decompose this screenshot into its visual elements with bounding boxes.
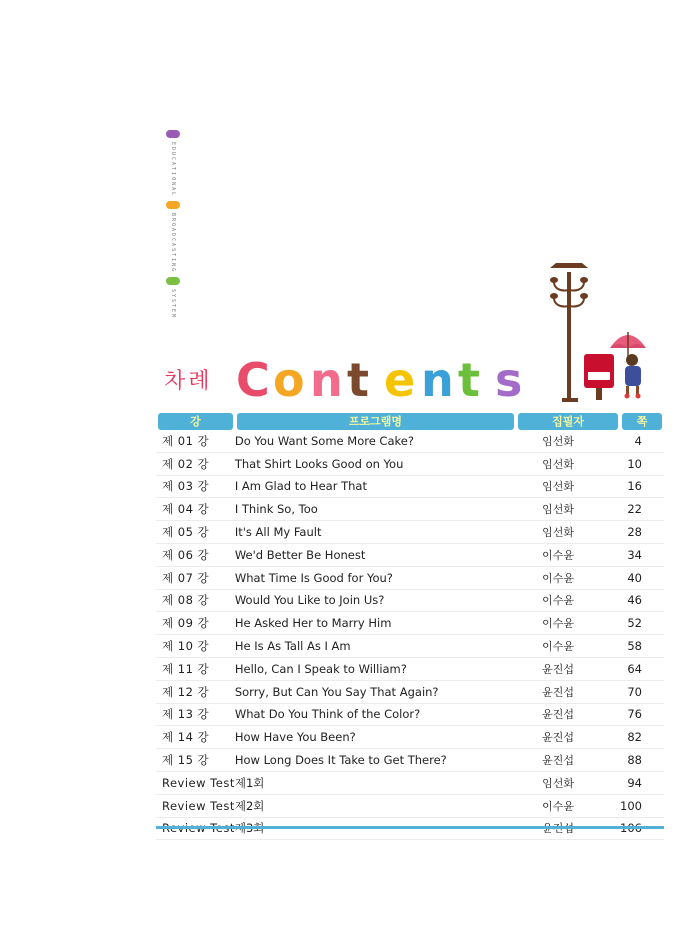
table-row: [156, 612, 664, 635]
korean-title: 차례: [164, 369, 213, 394]
table-body: [156, 430, 664, 840]
cell-page: 34: [627, 547, 642, 562]
contents-table: [156, 412, 664, 840]
table-row: [156, 635, 664, 658]
table-row: [156, 566, 664, 589]
cell-page: 16: [627, 479, 642, 494]
cell-author: 이수윤: [542, 571, 575, 585]
table-row: [156, 771, 664, 794]
cell-author: 임선화: [542, 526, 575, 540]
contents-letter: s: [495, 353, 523, 407]
cell-page: 10: [627, 456, 642, 471]
cell-page: 58: [627, 639, 642, 654]
cell-title: How Have You Been?: [234, 730, 356, 745]
cell-title: 제1회: [234, 775, 265, 790]
table-row: [156, 498, 664, 521]
cell-lecture: 제 14 강: [162, 730, 210, 745]
cell-author: 임선화: [542, 503, 575, 517]
cell-author: 이수윤: [542, 640, 575, 654]
lamp-post-illustration-icon: [540, 262, 650, 402]
cell-lecture: 제 12 강: [162, 684, 210, 699]
cell-author: 윤진섭: [542, 685, 575, 699]
table-row: [156, 703, 664, 726]
cell-author: 윤진섭: [542, 708, 575, 722]
cell-title: Do You Want Some More Cake?: [234, 433, 414, 448]
sidebar-word: SYSTEM: [170, 289, 176, 320]
cell-page: 22: [627, 502, 642, 517]
cell-lecture: 제 02 강: [162, 456, 210, 471]
cell-lecture: 제 08 강: [162, 593, 210, 608]
cell-title: What Do You Think of the Color?: [234, 707, 421, 722]
table-row: [156, 430, 664, 452]
cell-title: It's All My Fault: [234, 525, 322, 540]
cell-lecture: 제 13 강: [162, 707, 210, 722]
contents-letter: o: [273, 353, 305, 407]
table-bottom-rule: [156, 826, 664, 829]
contents-letter: n: [310, 353, 343, 407]
table-header-row: [156, 412, 664, 430]
header-program: 프로그램명: [235, 412, 516, 430]
table-row: [156, 726, 664, 749]
sidebar-pill-icon: [166, 277, 180, 285]
cell-page: 100: [620, 798, 642, 813]
header-lecture: 강: [156, 412, 235, 430]
cell-title: I Think So, Too: [234, 502, 318, 517]
cell-page: 82: [627, 730, 642, 745]
cell-lecture: 제 10 강: [162, 639, 210, 654]
cell-title: How Long Does It Take to Get There?: [234, 753, 447, 768]
table-row: [156, 521, 664, 544]
contents-letter: t: [458, 353, 480, 407]
cell-lecture: 제 05 강: [162, 525, 210, 540]
cell-author: 임선화: [542, 776, 575, 790]
cell-author: 이수윤: [542, 617, 575, 631]
cell-page: 28: [627, 525, 642, 540]
cell-author: 임선화: [542, 480, 575, 494]
sidebar-pill-icon: [166, 130, 180, 138]
header-page: 쪽: [620, 412, 664, 430]
cell-author: 임선화: [542, 457, 575, 471]
cell-page: 88: [627, 753, 642, 768]
cell-title: He Asked Her to Marry Him: [234, 616, 392, 631]
table-row: [156, 589, 664, 612]
sidebar-pill-icon: [166, 201, 180, 209]
cell-lecture: 제 07 강: [162, 570, 210, 585]
cell-title: Sorry, But Can You Say That Again?: [234, 684, 439, 699]
cell-page: 52: [627, 616, 642, 631]
cell-title: I Am Glad to Hear That: [234, 479, 367, 494]
contents-letter: n: [421, 353, 454, 407]
cell-lecture: 제 15 강: [162, 753, 210, 768]
cell-author: 이수윤: [542, 799, 575, 813]
cell-lecture: 제 04 강: [162, 502, 210, 517]
table-row: [156, 543, 664, 566]
sidebar-word: EDUCATIONAL: [170, 142, 176, 198]
cell-page: 4: [634, 433, 642, 448]
cell-lecture: 제 09 강: [162, 616, 210, 631]
cell-lecture: 제 06 강: [162, 547, 210, 562]
contents-title: [236, 352, 532, 408]
cell-title: What Time Is Good for You?: [234, 570, 393, 585]
cell-page: 94: [627, 775, 642, 790]
cell-page: 40: [627, 570, 642, 585]
cell-lecture: Review Test: [162, 775, 235, 790]
cell-title: 제2회: [234, 798, 265, 813]
header-author: 집필자: [516, 412, 620, 430]
side-strip: [166, 130, 180, 323]
cell-title: Hello, Can I Speak to William?: [234, 661, 407, 676]
cell-title: We'd Better Be Honest: [234, 547, 366, 562]
table-row: [156, 680, 664, 703]
cell-author: 윤진섭: [542, 662, 575, 676]
cell-author: 윤진섭: [542, 731, 575, 745]
cell-author: 이수윤: [542, 548, 575, 562]
cell-author: 윤진섭: [542, 754, 575, 768]
cell-lecture: Review Test: [162, 798, 235, 813]
cell-title: That Shirt Looks Good on You: [234, 456, 404, 471]
contents-letter: C: [236, 353, 270, 407]
contents-letter: t: [347, 353, 369, 407]
table-row: [156, 475, 664, 498]
cell-page: 64: [627, 661, 642, 676]
cell-page: 46: [627, 593, 642, 608]
table-row: [156, 794, 664, 817]
cell-lecture: 제 01 강: [162, 433, 210, 448]
cell-author: 임선화: [542, 434, 575, 448]
sidebar-word: BROADCASTING: [170, 213, 176, 274]
cell-page: 76: [627, 707, 642, 722]
cell-title: He Is As Tall As I Am: [234, 639, 351, 654]
table-row: [156, 749, 664, 772]
cell-lecture: 제 11 강: [162, 661, 210, 676]
cell-page: 70: [627, 684, 642, 699]
table-row: [156, 657, 664, 680]
contents-letter: e: [384, 353, 416, 407]
cell-author: 이수윤: [542, 594, 575, 608]
table-row: [156, 452, 664, 475]
cell-lecture: 제 03 강: [162, 479, 210, 494]
cell-title: Would You Like to Join Us?: [234, 593, 385, 608]
